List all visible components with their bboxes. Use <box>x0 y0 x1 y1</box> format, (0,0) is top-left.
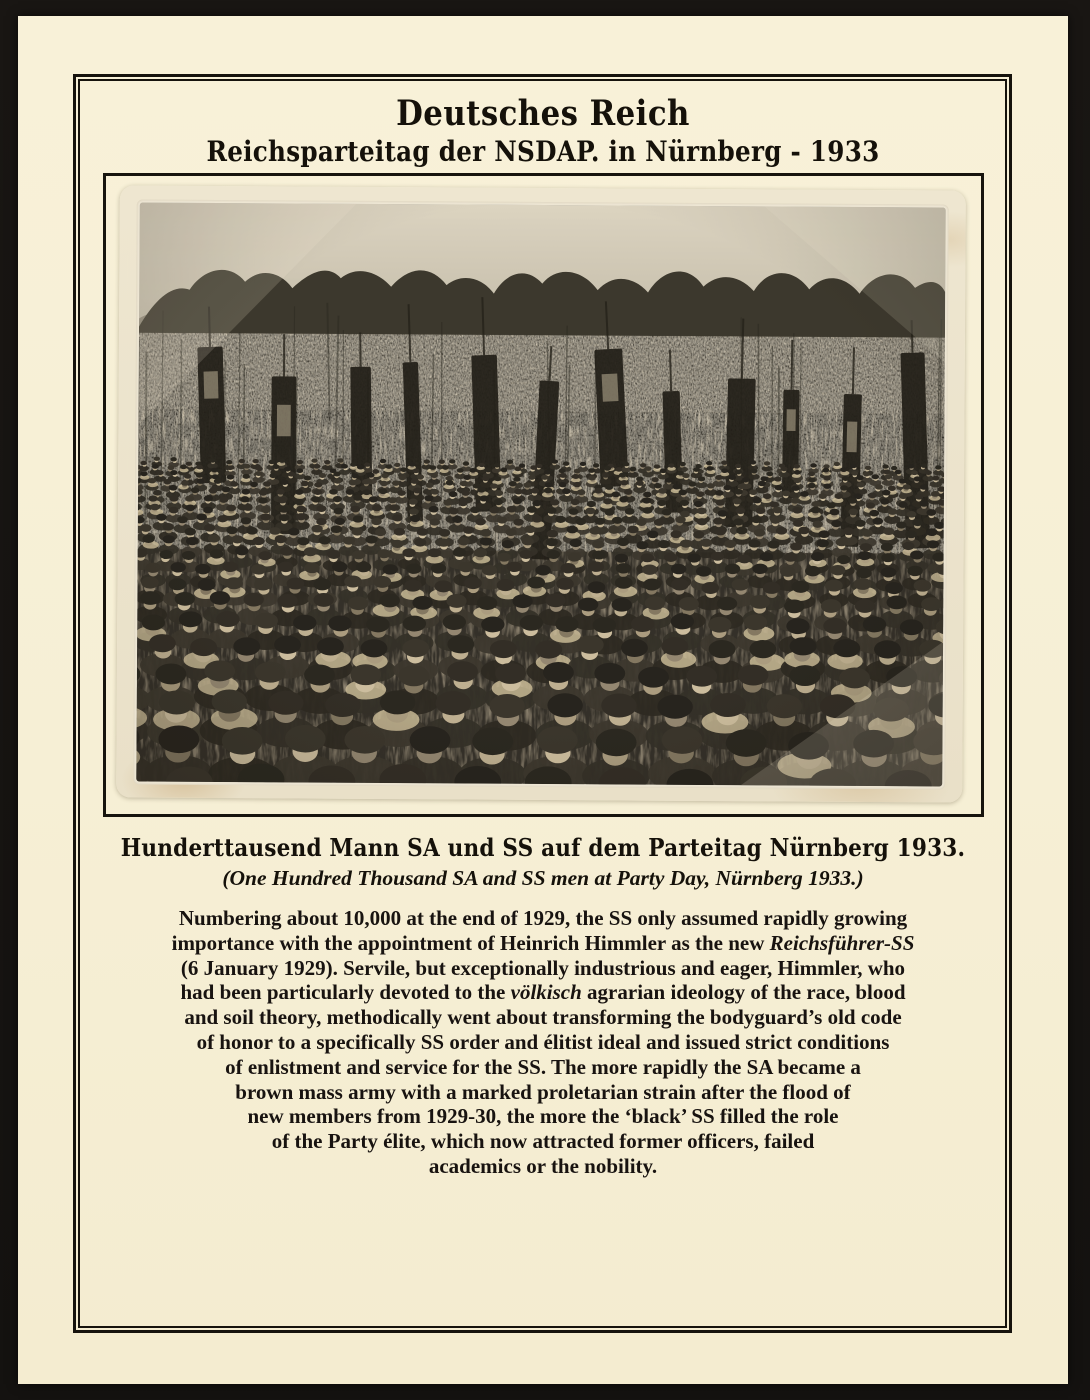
photo-frame <box>103 173 984 817</box>
photo-mount <box>116 185 966 802</box>
body-text-line: brown mass army with a marked proletarian strain after the flood of <box>235 1079 851 1104</box>
body-text-line: importance with the appointment of Heinrich Himmler as the new Reichsführer-SS <box>171 930 915 955</box>
body-text-line: academics or the nobility. <box>428 1153 658 1178</box>
body-text-line: new members from 1929-30, the more the ‘black’ SS filled the role <box>247 1104 839 1129</box>
body-text-line: (6 January 1929). Servile, but exceptionally industrious and eager, Himmler, who <box>180 955 906 980</box>
page-subtitle: Reichsparteitag der NSDAP. in Nürnberg - 1933 <box>206 135 880 168</box>
body-text-line: of honor to a specifically SS order and élitist ideal and issued strict conditions <box>196 1029 890 1054</box>
body-text-line: Numbering about 10,000 at the end of 1929, the SS only assumed rapidly growing <box>178 906 908 930</box>
page-title: Deutsches Reich <box>396 93 690 134</box>
photo-print-border <box>133 200 949 790</box>
photograph <box>136 203 946 787</box>
page-header <box>18 94 1068 170</box>
body-paragraph <box>133 906 953 1179</box>
photo-caption-german: Hunderttausend Mann SA und SS auf dem Parteitag Nürnberg 1933. <box>120 833 966 862</box>
album-page <box>18 16 1068 1384</box>
photo-vignette <box>136 203 946 787</box>
body-text-line: had been particularly devoted to the völkisch agrarian ideology of the race, blood <box>180 980 906 1005</box>
photo-caption-english: (One Hundred Thousand SA and SS men at Party Day, Nürnberg 1933.) <box>222 866 864 890</box>
body-text-line: of enlistment and service for the SS. The more rapidly the SA became a <box>225 1054 861 1079</box>
body-text-line: and soil theory, methodically went about transforming the bodyguard’s old code <box>184 1005 902 1030</box>
body-text-line: of the Party élite, which now attracted former officers, failed <box>271 1129 815 1154</box>
